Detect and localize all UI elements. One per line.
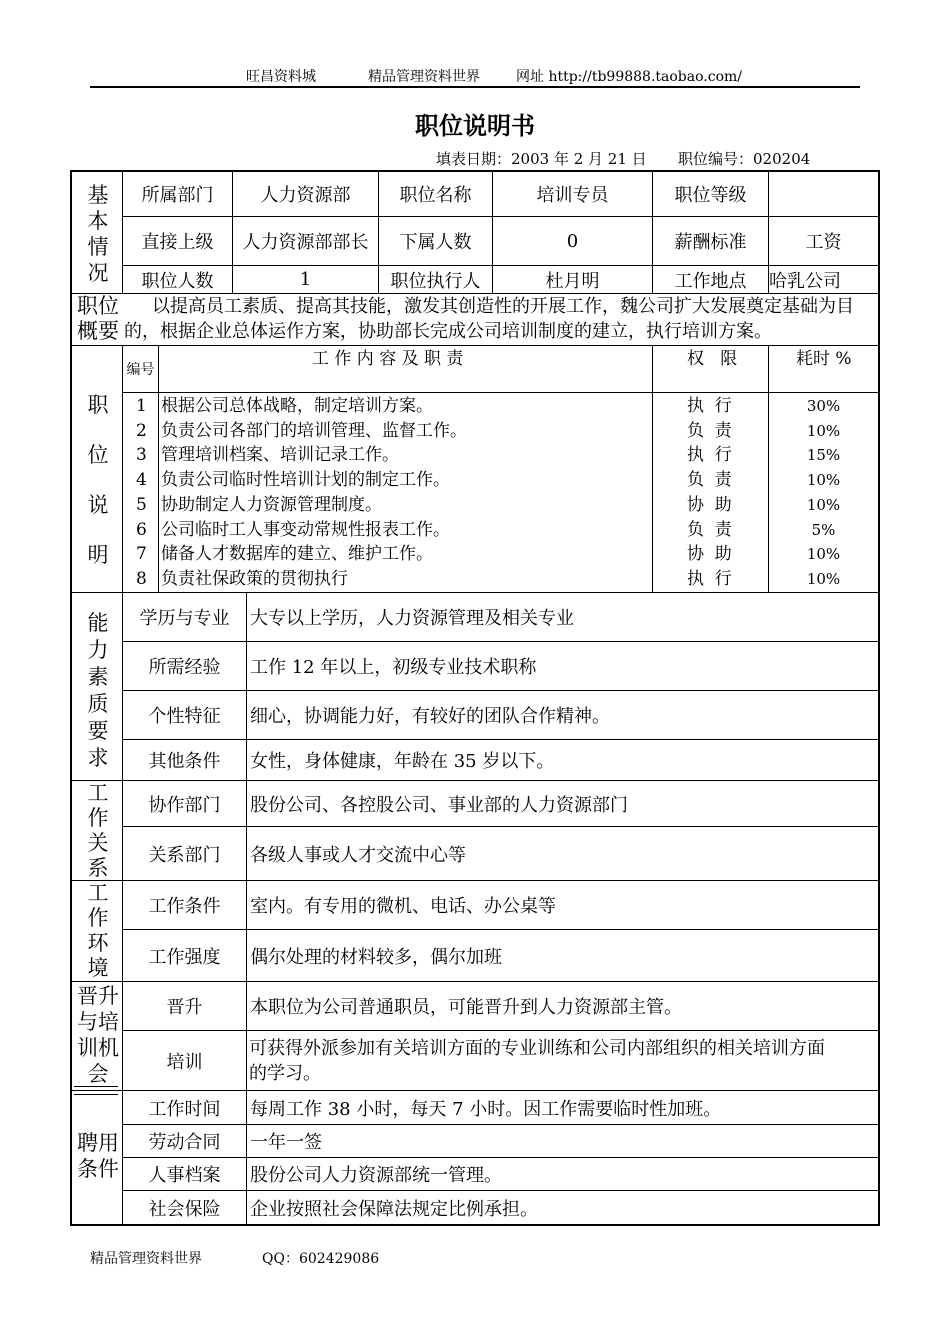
grade-label: 职位等级: [674, 185, 747, 206]
website-label: 网址: [516, 69, 544, 85]
holder-label: 职位执行人: [390, 270, 481, 292]
environment-section-label: 工 作 环 境: [87, 881, 109, 980]
ability-label: 学历与专业: [139, 608, 230, 629]
relations-value: 股份公司、各控股公司、事业部的人力资源部门: [250, 794, 628, 816]
superior-label: 直接上级: [141, 232, 214, 253]
dept-value: 人力资源部: [260, 185, 351, 206]
subordinates-value: 0: [566, 230, 579, 252]
header-website: [516, 66, 742, 86]
employment-value: 股份公司人力资源部统一管理。: [250, 1165, 502, 1186]
basic-section-label: 基 本 情 况: [87, 183, 109, 285]
position-label: 职位名称: [399, 185, 472, 206]
overview-line-2: 的，根据企业总体运作方案，协助部长完成公司培训制度的建立，执行培训方案。: [124, 321, 772, 342]
col-no-header: 编号: [126, 362, 155, 378]
ability-label: 个性特征: [148, 706, 221, 727]
promotion-value: 本职位为公司普通职员，可能晋升到人力资源部主管。: [250, 997, 682, 1018]
employment-label: 劳动合同: [148, 1132, 221, 1153]
employment-value: 每周工作 38 小时，每天 7 小时。因工作需要临时性加班。: [250, 1098, 722, 1120]
environment-label: 工作强度: [148, 946, 221, 968]
overview-section-label: 职位 概要: [77, 294, 119, 343]
training-line-2: 的学习。: [249, 1063, 321, 1084]
employment-section-label: 聘用 条件: [77, 1131, 119, 1181]
environment-label: 工作条件: [148, 896, 221, 917]
position-value: 培训专员: [536, 185, 609, 206]
employment-value: 企业按照社会保障法规定比例承担。: [250, 1199, 538, 1220]
salary-value: 工资: [805, 232, 842, 253]
relations-label: 协作部门: [148, 794, 221, 816]
duties-section-label: 职 位 说 明: [87, 393, 109, 567]
fill-date: 填表日期：2003 年 2 月 21 日: [436, 150, 647, 168]
environment-value: 室内。有专用的微机、电话、办公桌等: [250, 896, 556, 917]
footer-qq: QQ：602429086: [262, 1251, 380, 1267]
location-label: 工作地点: [674, 270, 747, 292]
ability-value: 工作 12 年以上，初级专业技术职称: [250, 657, 537, 678]
location-value: 哈乳公司: [769, 270, 841, 292]
training-line-1: 可获得外派参加有关培训方面的专业训练和公司内部组织的相关培训方面: [249, 1038, 825, 1059]
ability-section-label: 能 力 素 质 要 求: [87, 611, 109, 770]
grade-value: [769, 172, 878, 216]
training-label: 培训: [166, 1051, 203, 1073]
position-code: 职位编号：020204: [678, 150, 811, 168]
header-rule: [90, 86, 860, 88]
overview-line-1: 以提高员工素质、提高其技能，激发其创造性的开展工作，魏公司扩大发展奠定基础为目: [152, 296, 854, 317]
promotion-label: 晋升: [166, 997, 203, 1018]
holder-value: 杜月明: [545, 270, 600, 292]
employment-label: 社会保险: [148, 1199, 221, 1220]
headcount-label: 职位人数: [141, 270, 214, 292]
ability-label: 所需经验: [148, 657, 221, 678]
header-company: 旺昌资料城: [246, 69, 316, 85]
col-authority-header: 权 限: [687, 349, 738, 369]
header-slogan: 精品管理资料世界: [368, 69, 480, 85]
ability-value: 细心，协调能力好，有较好的团队合作精神。: [250, 706, 610, 727]
headcount-value: 1: [299, 269, 312, 290]
document-title: 职位说明书: [415, 112, 535, 140]
employment-label: 人事档案: [148, 1165, 221, 1186]
relations-value: 各级人事或人才交流中心等: [250, 844, 466, 866]
dept-label: 所属部门: [141, 185, 214, 206]
employment-label: 工作时间: [148, 1098, 221, 1120]
superior-value: 人力资源部部长: [242, 232, 369, 253]
promotion-section-label: 晋升 与培 训机 会: [77, 984, 119, 1086]
ability-label: 其他条件: [148, 751, 221, 772]
salary-label: 薪酬标准: [674, 232, 747, 253]
ability-value: 大专以上学历，人力资源管理及相关专业: [250, 608, 574, 629]
relations-section-label: 工 作 关 系: [87, 781, 109, 880]
col-content-header: 工 作 内 容 及 职 责: [312, 349, 464, 369]
footer-slogan: 精品管理资料世界: [90, 1251, 202, 1267]
subordinates-label: 下属人数: [399, 232, 472, 253]
col-time-header: 耗时 %: [796, 349, 852, 369]
relations-label: 关系部门: [148, 844, 221, 866]
ability-value: 女性，身体健康，年龄在 35 岁以下。: [250, 751, 555, 772]
website-link[interactable]: http://tb99888.taobao.com/: [548, 69, 743, 85]
employment-value: 一年一签: [250, 1132, 322, 1153]
environment-value: 偶尔处理的材料较多，偶尔加班: [250, 946, 502, 968]
